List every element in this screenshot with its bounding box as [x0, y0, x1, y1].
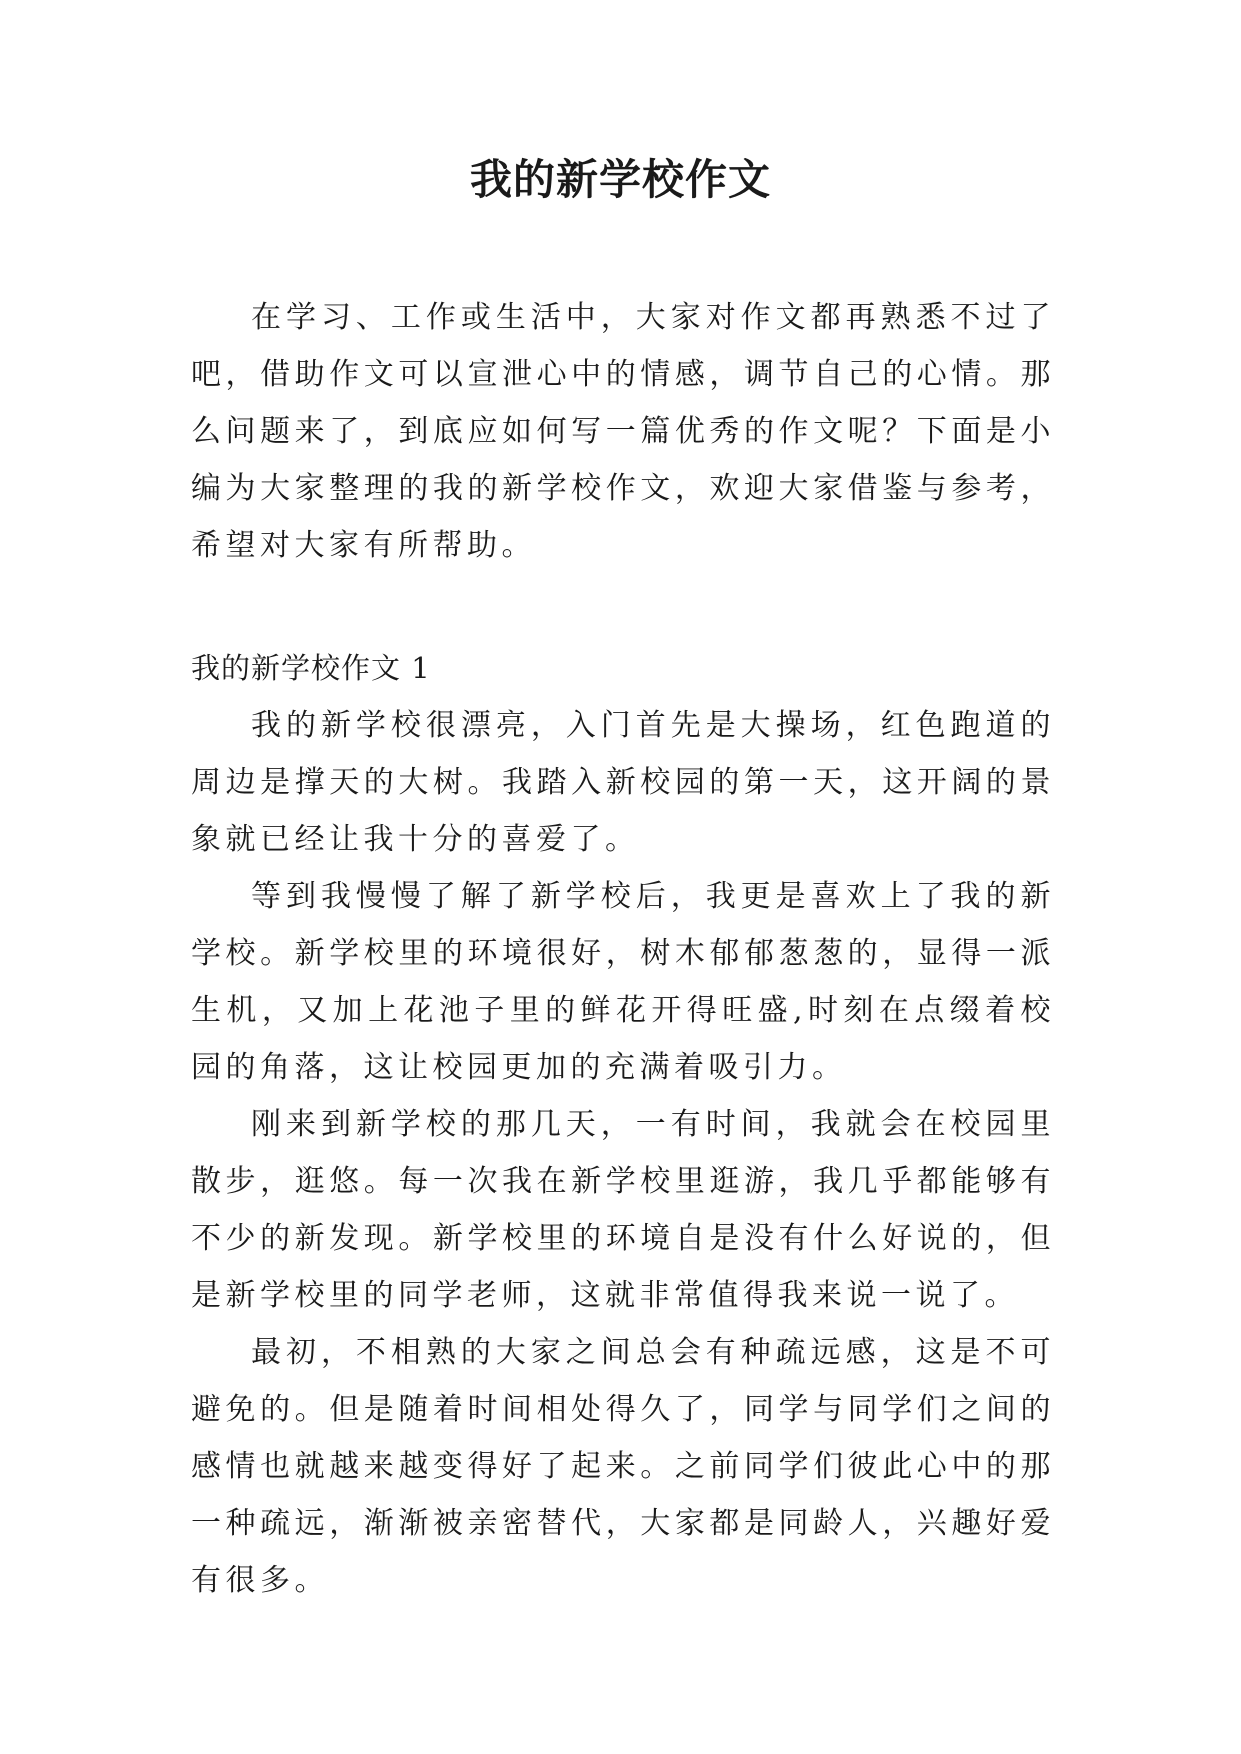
paragraph: 最初，不相熟的大家之间总会有种疏远感，这是不可避免的。但是随着时间相处得久了，同学与同学们之间的感情也就越来越变得好了起来。之前同学们彼此心中的那一种疏远，渐渐被亲密替代，大家都是同龄人，兴趣好爱有很多。: [191, 1335, 1055, 1598]
section-heading: 我的新学校作文 1: [191, 651, 431, 685]
paragraph: 我的新学校很漂亮，入门首先是大操场，红色跑道的周边是撑天的大树。我踏入新校园的第一天，这开阔的景象就已经让我十分的喜爱了。: [191, 708, 1055, 857]
paragraph: 刚来到新学校的那几天，一有时间，我就会在校园里散步，逛悠。每一次我在新学校里逛游，我几乎都能够有不少的新发现。新学校里的环境自是没有什么好说的，但是新学校里的同学老师，这就非常值得我来说一说了。: [191, 1107, 1055, 1313]
document-title: 我的新学校作文: [469, 155, 771, 204]
paragraph: 等到我慢慢了解了新学校后，我更是喜欢上了我的新学校。新学校里的环境很好，树木郁郁葱葱的，显得一派生机，又加上花池子里的鲜花开得旺盛,时刻在点缀着校园的角落，这让校园更加的充满着吸引力。: [191, 879, 1055, 1085]
intro-block: [191, 289, 1055, 574]
intro-paragraph: 在学习、工作或生活中，大家对作文都再熟悉不过了吧，借助作文可以宣泄心中的情感，调节自己的心情。那么问题来了，到底应如何写一篇优秀的作文呢？下面是小编为大家整理的我的新学校作文，欢迎大家借鉴与参考，希望对大家有所帮助。: [191, 300, 1055, 563]
essay-section-1: [191, 640, 1055, 1609]
